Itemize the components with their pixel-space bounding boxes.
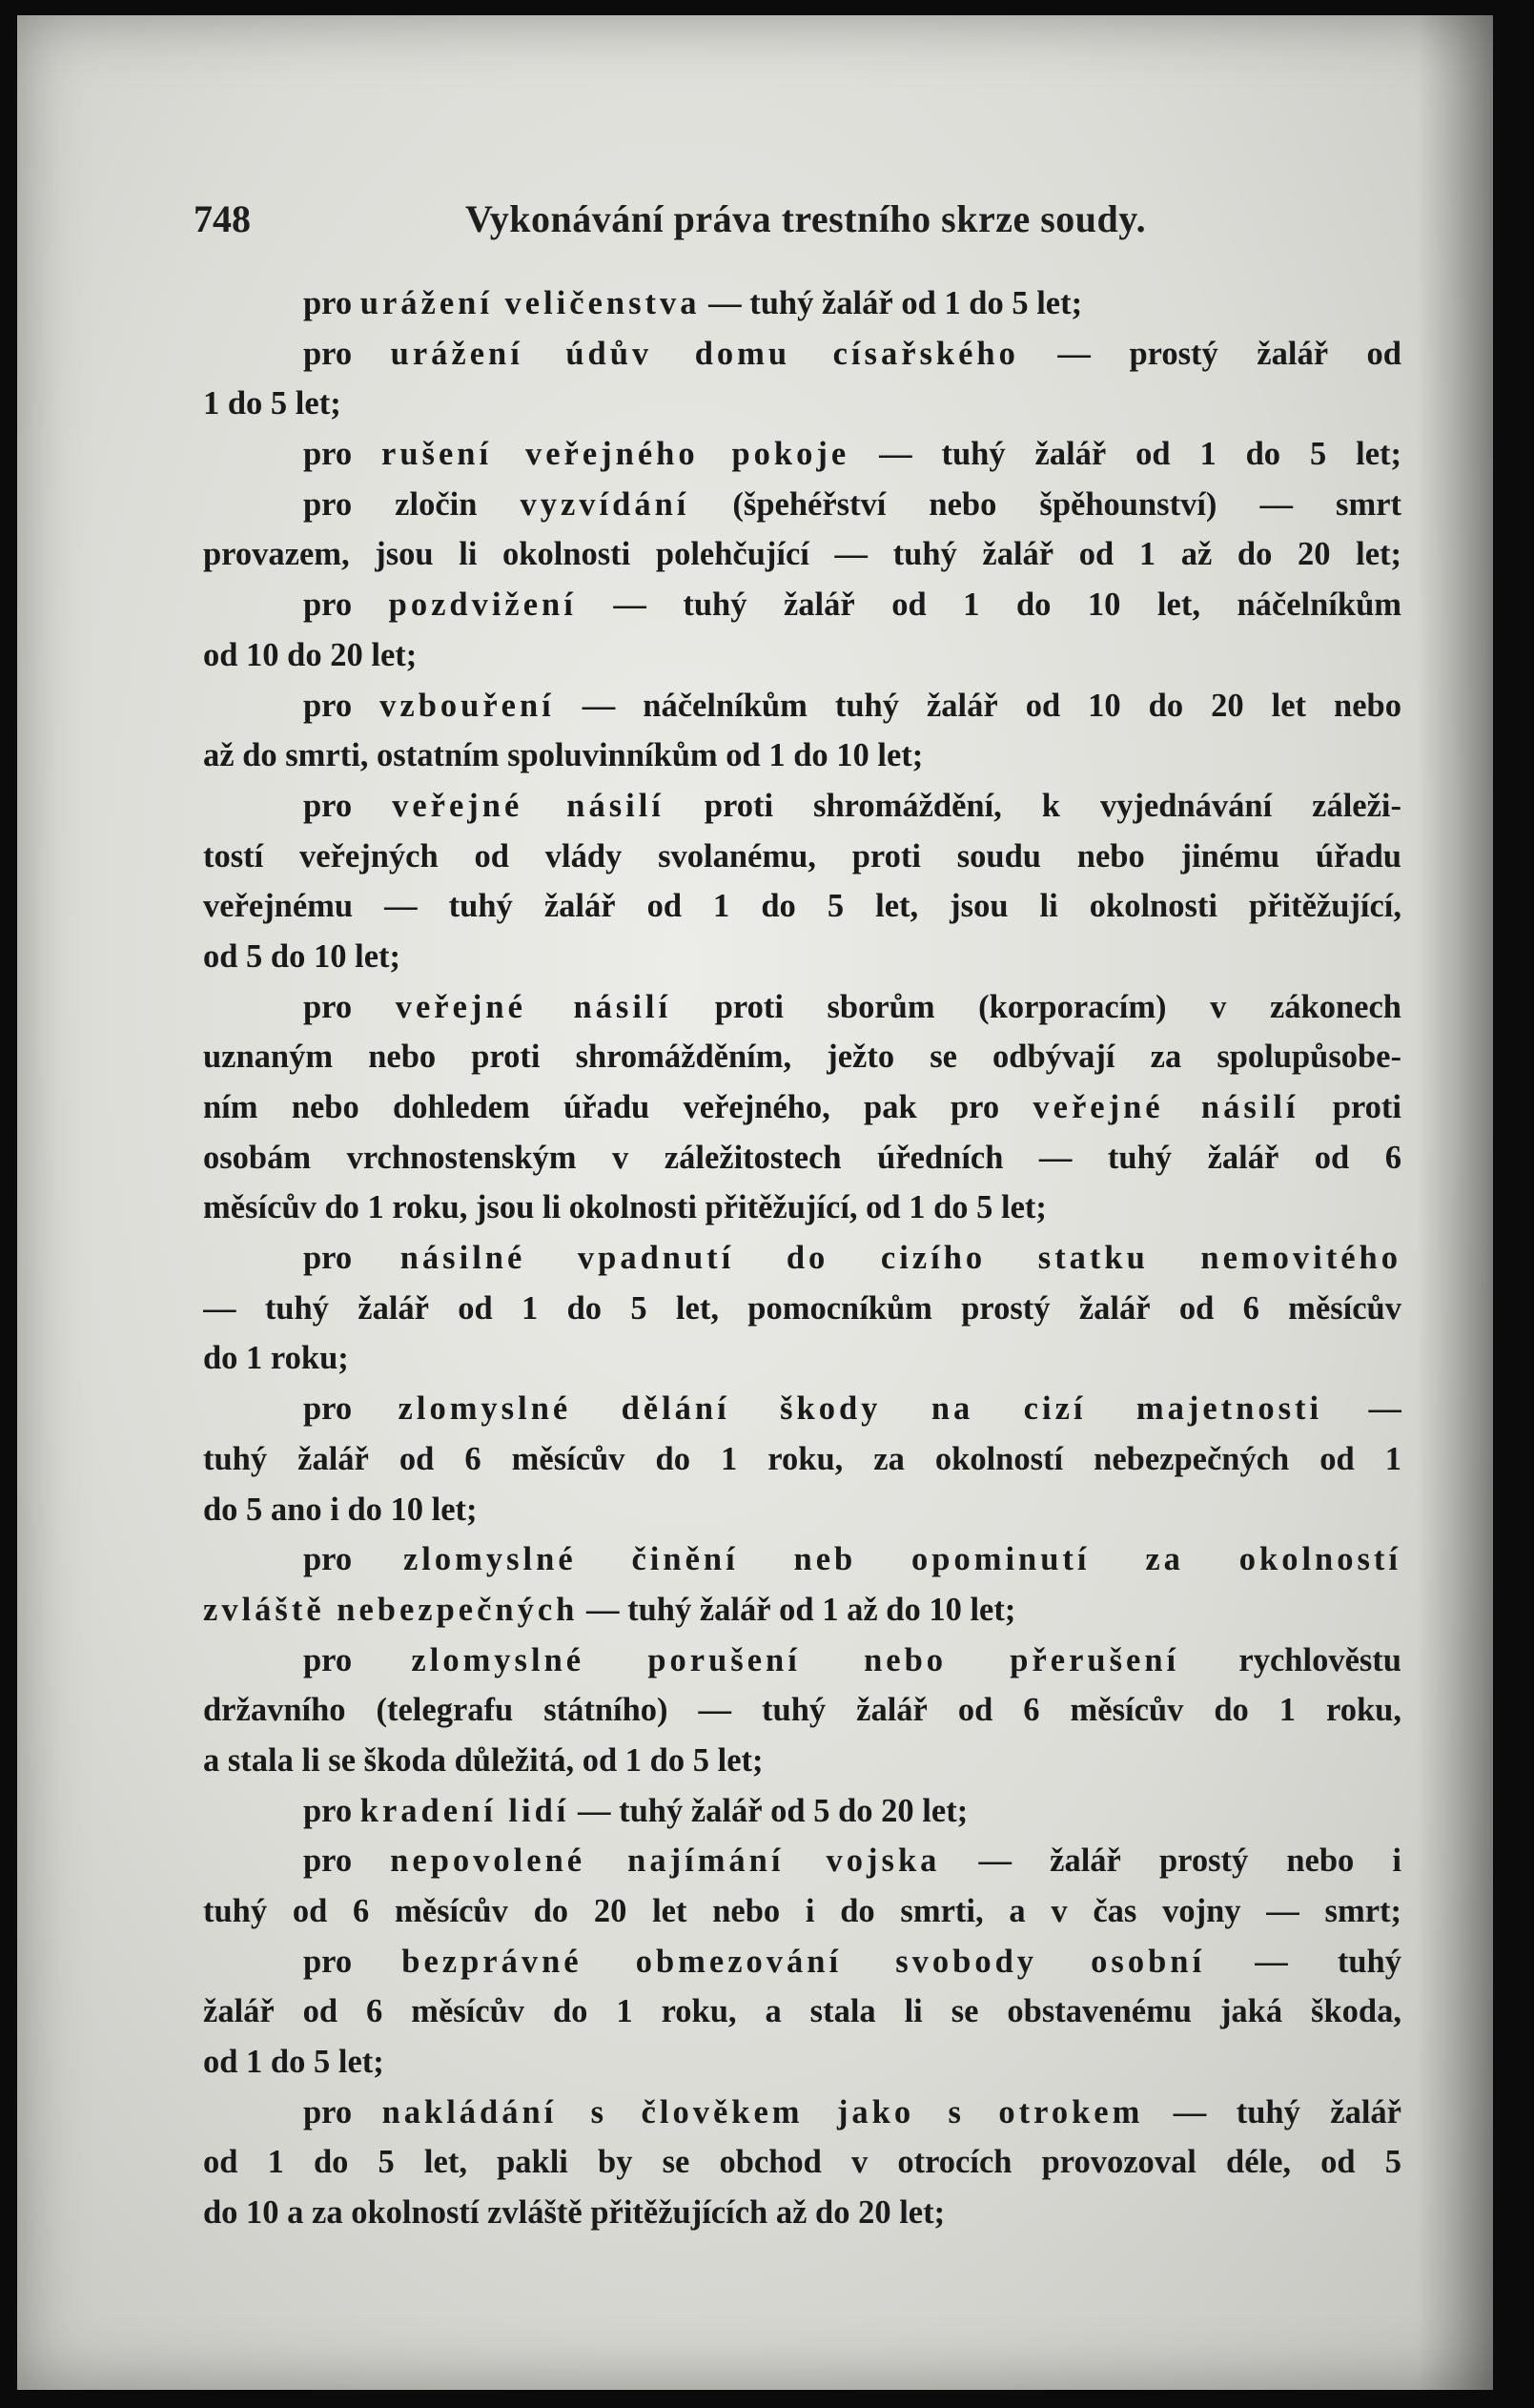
text-line (203, 1082, 1401, 1133)
text-span: proti sborům (korporacím) v zákonech (671, 988, 1401, 1025)
spaced-term: nepovolené najímání vojska (390, 1842, 941, 1880)
text-span: — tuhý žalář od 1 až do 10 let; (578, 1591, 1016, 1628)
text-span: pro (303, 285, 360, 321)
spaced-term: zlomyslné činění neb opominutí za okolností (402, 1541, 1401, 1578)
text-span: — tuhý žalář od 1 do 10 let, náčelníkům (576, 587, 1401, 624)
text-line (203, 1032, 1401, 1082)
text-span: rychlověstu (1179, 1641, 1401, 1678)
spaced-term: vyzvídání (520, 485, 690, 523)
text-line (203, 781, 1401, 832)
text-line (203, 2037, 1401, 2088)
text-span: — (1322, 1390, 1401, 1428)
text-span: pro (303, 1240, 400, 1277)
text-span: pro (303, 1390, 399, 1428)
spaced-term: urážení údův domu císařského (390, 335, 1019, 372)
text-span: žalář od 6 měsícův do 1 roku, a stala li se obstavenému jaká škoda, (203, 1993, 1401, 2030)
text-line (203, 1133, 1401, 1183)
spaced-term: veřejné násilí (395, 988, 672, 1025)
text-span: od 1 do 5 let, pakli by se obchod v otrocích provozoval déle, od 5 (203, 2144, 1401, 2181)
page-edge-shadow (1417, 15, 1493, 2390)
text-line (203, 2188, 1401, 2238)
text-span: — tuhý (1205, 1943, 1401, 1980)
text-span: tuhý od 6 měsícův do 20 let nebo i do smrti, a v čas vojny — smrt; (203, 1893, 1401, 1929)
text-line (203, 1534, 1401, 1585)
body-text (203, 278, 1401, 2238)
text-line (203, 480, 1401, 530)
spaced-term: urážení veličenstva (359, 285, 701, 321)
spaced-term: zvláště nebezpečných (203, 1591, 579, 1628)
spaced-term: veřejné násilí (1033, 1089, 1299, 1125)
text-line (203, 1333, 1401, 1384)
text-line (203, 1585, 1401, 1636)
text-line (203, 1233, 1401, 1284)
text-line (203, 429, 1401, 480)
text-line (203, 1183, 1401, 1233)
text-span: do 1 roku; (203, 1340, 349, 1377)
text-span: tostí veřejných od vlády svolanému, proti soudu nebo jinému úřadu (203, 837, 1401, 875)
text-span: veřejnému — tuhý žalář od 1 do 5 let, jsou li okolnosti přitěžující, (203, 888, 1401, 925)
text-line (203, 832, 1401, 882)
text-line (203, 1786, 1401, 1837)
text-line (203, 329, 1401, 380)
spaced-term: rušení veřejného pokoje (381, 436, 850, 473)
text-line (203, 1485, 1401, 1535)
running-title: Vykonávání práva trestního skrze soudy. (465, 197, 1147, 240)
page-number: 748 (194, 197, 251, 240)
text-line (203, 1284, 1401, 1334)
text-span: uznaným nebo proti shromážděním, ježto se odbývají za spolupůsobe- (203, 1039, 1401, 1076)
text-span: pro (303, 1943, 402, 1980)
text-span: pro (303, 2093, 382, 2130)
text-span: měsícův do 1 roku, jsou li okolnosti přitěžující, od 1 do 5 let; (203, 1189, 1047, 1226)
text-span: — prostý žalář od (1018, 335, 1401, 372)
text-span: od 5 do 10 let; (203, 937, 400, 975)
text-span: — tuhý žalář od 1 do 5 let, pomocníkům prostý žalář od 6 měsícův (203, 1289, 1401, 1327)
text-line (203, 1986, 1401, 2037)
text-span: (špehéřství nebo špěhounství) — smrt (689, 485, 1401, 523)
text-span: pro (303, 335, 391, 372)
text-line (203, 379, 1401, 429)
book-page (17, 15, 1493, 2390)
spaced-term: kradení lidí (359, 1792, 570, 1829)
text-span: pro (303, 1842, 391, 1880)
text-line (203, 1384, 1401, 1434)
text-span: od 1 do 5 let; (203, 2044, 384, 2081)
spaced-term: zlomyslné porušení nebo přerušení (411, 1641, 1180, 1678)
text-span: ním nebo dohledem úřadu veřejného, pak pro (203, 1089, 1033, 1125)
text-span: do 5 ano i do 10 let; (203, 1491, 478, 1528)
text-span: državního (telegrafu státního) — tuhý žalář od 6 měsícův do 1 roku, (203, 1692, 1401, 1729)
text-line (203, 1434, 1401, 1485)
text-span: — náčelníkům tuhý žalář od 10 do 20 let nebo (554, 687, 1401, 724)
spaced-term: pozdvižení (388, 587, 577, 624)
text-span: pro (303, 687, 380, 724)
text-span: — žalář prostý nebo i (940, 1842, 1401, 1880)
text-span: — tuhý žalář od 5 do 20 let; (569, 1792, 969, 1829)
text-span: do 10 a za okolností zvláště přitěžujících až do 20 let; (203, 2194, 946, 2232)
text-span: provazem, jsou li okolnosti polehčující — tuhý žalář od 1 až do 20 let; (203, 536, 1401, 573)
text-span: až do smrti, ostatním spoluvinníkům od 1 do 10 let; (203, 737, 924, 774)
spaced-term: zlomyslné dělání škody na cizí majetnosti (398, 1390, 1323, 1428)
text-span: proti (1299, 1089, 1401, 1125)
text-line (203, 2137, 1401, 2188)
text-span: proti shromáždění, k vyjednávání záleži- (664, 787, 1401, 824)
text-line (203, 1636, 1401, 1686)
text-line (203, 731, 1401, 781)
spaced-term: násilné vpadnutí do cizího statku nemovitého (399, 1240, 1401, 1277)
text-span: 1 do 5 let; (203, 385, 341, 422)
text-line (203, 2088, 1401, 2138)
spaced-term: veřejné násilí (392, 787, 665, 824)
text-span: pro (303, 1792, 360, 1829)
spaced-term: nakládání s člověkem jako s otrokem (381, 2093, 1144, 2130)
text-line (203, 529, 1401, 580)
text-span: a stala li se škoda důležitá, od 1 do 5 let; (203, 1741, 764, 1779)
text-span: pro (303, 988, 396, 1025)
text-span: tuhý žalář od 6 měsícův do 1 roku, za okolností nebezpečných od 1 (203, 1440, 1401, 1477)
text-span: pro (303, 587, 389, 624)
text-span: — tuhý žalář (1143, 2093, 1401, 2130)
text-line (203, 630, 1401, 681)
text-span: pro (303, 787, 393, 824)
text-line (203, 1886, 1401, 1937)
text-line (203, 681, 1401, 731)
text-line (203, 278, 1401, 329)
text-span: od 10 do 20 let; (203, 636, 418, 673)
text-line (203, 881, 1401, 932)
text-span: pro (303, 1641, 412, 1678)
text-span: pro zločin (303, 485, 521, 523)
text-line (203, 932, 1401, 982)
text-line (203, 1836, 1401, 1886)
text-span: — tuhý žalář od 1 do 5 let; (849, 436, 1401, 473)
text-span: — tuhý žalář od 1 do 5 let; (700, 285, 1083, 321)
text-span: pro (303, 436, 382, 473)
text-span: osobám vrchnostenským v záležitostech úředních — tuhý žalář od 6 (203, 1139, 1401, 1176)
text-line (203, 1685, 1401, 1736)
text-line (203, 580, 1401, 630)
text-line (203, 1937, 1401, 1987)
text-span: pro (303, 1541, 403, 1578)
running-header (184, 196, 1423, 254)
spaced-term: bezprávné obmezování svobody osobní (401, 1943, 1206, 1980)
spaced-term: vzbouření (379, 687, 555, 724)
text-line (203, 1736, 1401, 1786)
text-line (203, 982, 1401, 1033)
